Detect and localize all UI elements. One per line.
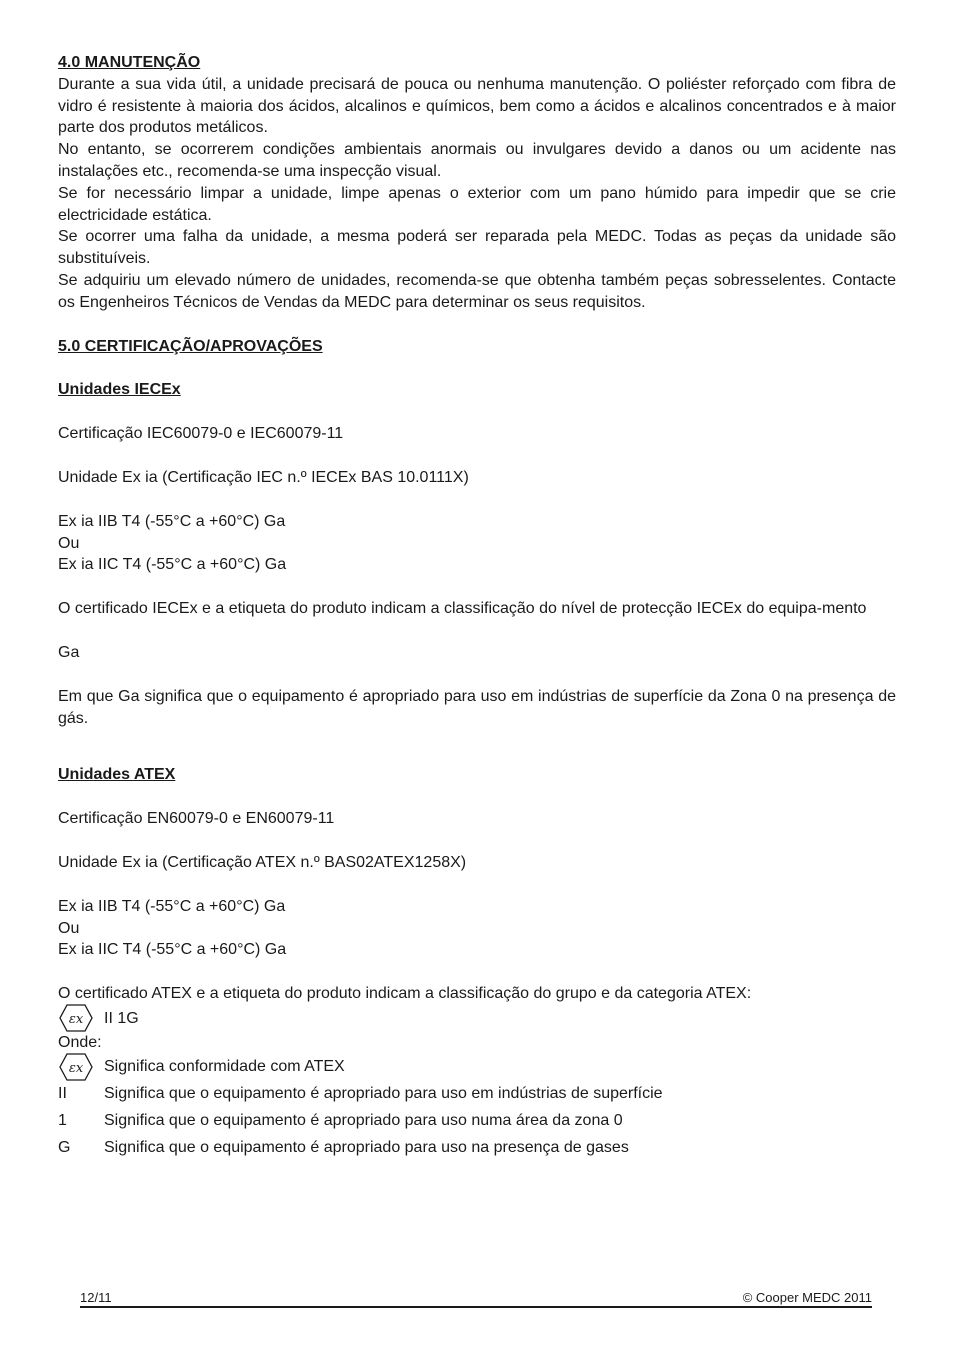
svg-text:εx: εx [68,1012,84,1028]
atex-marking-1: Ex ia IIB T4 (-55°C a +60°C) Ga [58,897,286,915]
iecex-certification: Certificação IEC60079-0 e IEC60079-11 [58,425,344,443]
atex-definition-row [58,1108,896,1135]
document-body [58,52,896,1162]
ex-hexagon-icon [58,1052,94,1082]
ex-hexagon-icon [58,1003,94,1033]
definition-text: Significa que o equipamento é apropriado para uso numa área da zona 0 [104,1112,623,1130]
atex-where: Onde: [58,1033,102,1051]
maintenance-paragraph: Se ocorrer uma falha da unidade, a mesma poderá ser reparada pela MEDC. Todas as peças da unidade são substituíveis. [58,228,896,268]
atex-classification: O certificado ATEX e a etiqueta do produto indicam a classificação do grupo e da categoria ATEX: [58,985,752,1003]
definition-text: Significa que o equipamento é apropriado para uso em indústrias de superfície [104,1085,663,1103]
atex-certification: Certificação EN60079-0 e EN60079-11 [58,810,335,828]
atex-ex-definition-row [58,1054,896,1081]
atex-group-marking: II 1G [104,1009,139,1027]
maintenance-paragraph: Durante a sua vida útil, a unidade precisará de pouca ou nenhuma manutenção. O poliéster reforçado com fibra de vidro é resistente à maioria dos ácidos, alcalinos e químicos, bem como a ácidos e alcalinos concentrados e à maior parte dos produtos metálicos. [58,75,896,137]
maintenance-paragraph: Se for necessário limpar a unidade, limpe apenas o exterior com um pano húmido para impedir que se crie electricidade estática. [58,184,896,224]
section-heading-maintenance: 4.0 MANUTENÇÃO [58,54,201,71]
page-footer [80,1290,872,1308]
atex-ex-meaning: Significa conformidade com ATEX [104,1058,345,1076]
iecex-unit: Unidade Ex ia (Certificação IEC n.º IECEx BAS 10.0111X) [58,468,469,486]
maintenance-paragraph: Se adquiriu um elevado número de unidades, recomenda-se que obtenha também peças sobresselentes. Contacte os Engenheiros Técnicos de Vendas da MEDC para determinar os seus requisitos. [58,271,896,311]
atex-or: Ou [58,919,80,937]
iecex-level: Ga [58,643,80,661]
atex-group-marking-row [58,1005,896,1032]
copyright: © Cooper MEDC 2011 [742,1290,872,1305]
subheading-atex: Unidades ATEX [58,766,176,784]
iecex-marking-2: Ex ia IIC T4 (-55°C a +60°C) Ga [58,556,287,574]
definition-symbol: II [58,1085,67,1103]
subheading-iecex: Unidades IECEx [58,381,181,399]
definition-symbol: 1 [58,1112,67,1130]
section-heading-certification: 5.0 CERTIFICAÇÃO/APROVAÇÕES [58,337,323,355]
iecex-meaning: Em que Ga significa que o equipamento é apropriado para uso em indústrias de superfície da Zona 0 na presença de gás. [58,687,896,727]
svg-text:εx: εx [68,1061,84,1077]
atex-definition-row [58,1081,896,1108]
atex-marking-2: Ex ia IIC T4 (-55°C a +60°C) Ga [58,941,287,959]
atex-definition-row [58,1135,896,1162]
iecex-marking-1: Ex ia IIB T4 (-55°C a +60°C) Ga [58,512,286,530]
iecex-classification: O certificado IECEx e a etiqueta do produto indicam a classificação do nível de protecção IECEx do equipa-mento [58,600,867,618]
definition-text: Significa que o equipamento é apropriado para uso na presença de gases [104,1139,629,1157]
iecex-or: Ou [58,534,80,552]
maintenance-paragraph: No entanto, se ocorrerem condições ambientais anormais ou invulgares devido a danos ou um acidente nas instalações etc., recomenda-se uma inspecção visual. [58,141,896,180]
page-number: 12/11 [80,1290,112,1305]
definition-symbol: G [58,1139,71,1157]
atex-unit: Unidade Ex ia (Certificação ATEX n.º BAS02ATEX1258X) [58,853,467,871]
